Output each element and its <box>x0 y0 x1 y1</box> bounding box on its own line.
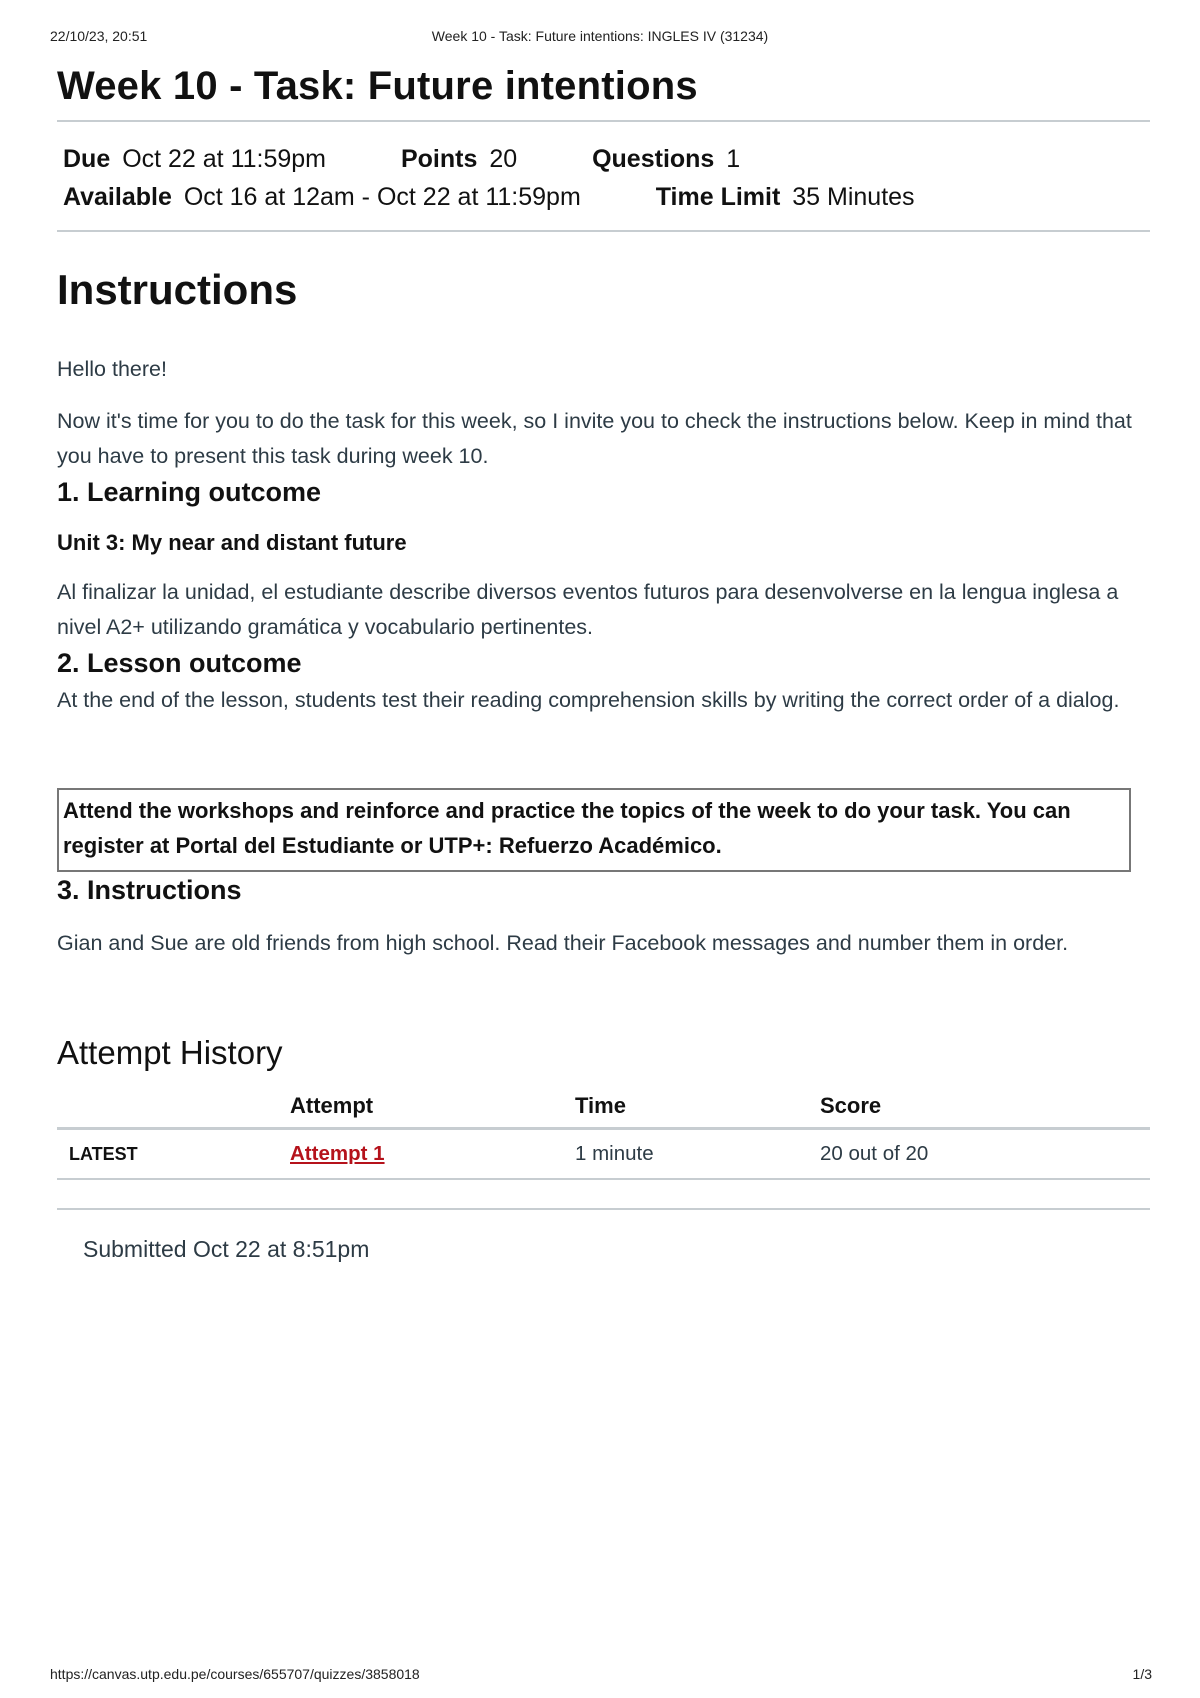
submitted-timestamp: Submitted Oct 22 at 8:51pm <box>83 1236 370 1262</box>
questions-count: Questions 1 <box>592 145 741 173</box>
learning-outcome-heading: 1. Learning outcome <box>57 477 322 507</box>
attempt-history-heading: Attempt History <box>57 1034 283 1071</box>
attempt-time: 1 minute <box>575 1129 820 1180</box>
print-header <box>0 28 1200 48</box>
instructions-heading: Instructions <box>57 266 298 313</box>
greeting-text: Hello there! <box>57 357 167 381</box>
latest-label: LATEST <box>57 1129 290 1180</box>
instructions-section-heading: 3. Instructions <box>57 875 242 905</box>
print-page-number: 1/3 <box>1132 1666 1152 1682</box>
table-row <box>57 1129 1150 1180</box>
column-header <box>57 1091 290 1129</box>
print-page-title: Week 10 - Task: Future intentions: INGLES IV (31234) <box>431 28 769 44</box>
attempt-1-link[interactable]: Attempt 1 <box>290 1142 385 1165</box>
quiz-content <box>57 56 1150 1263</box>
divider <box>57 230 1150 232</box>
divider <box>57 1208 1150 1210</box>
table-header-row <box>57 1091 1150 1129</box>
availability: Available Oct 16 at 12am - Oct 22 at 11:59pm <box>63 183 581 211</box>
print-url: https://canvas.utp.edu.pe/courses/655707/quizzes/3858018 <box>50 1666 420 1682</box>
column-header-score: Score <box>820 1091 1150 1129</box>
attempt-history-table <box>57 1091 1150 1180</box>
column-header-time: Time <box>575 1091 820 1129</box>
print-datetime: 22/10/23, 20:51 <box>50 28 148 44</box>
workshop-callout: Attend the workshops and reinforce and practice the topics of the week to do your task. You can register at Portal del Estudiante or UTP+: Refuerzo Académico. <box>57 788 1131 872</box>
intro-text: Now it's time for you to do the task for this week, so I invite you to check the instructions below. Keep in mind that you have to present this task during week 10. <box>57 409 1132 468</box>
attempt-score: 20 out of 20 <box>820 1129 1150 1180</box>
instructions-text: Gian and Sue are old friends from high school. Read their Facebook messages and number them in order. <box>57 931 1069 955</box>
quiz-meta <box>57 122 1150 230</box>
attempt-cell <box>290 1129 575 1180</box>
points: Points 20 <box>400 145 518 173</box>
time-limit: Time Limit 35 Minutes <box>655 183 915 211</box>
lesson-outcome-heading: 2. Lesson outcome <box>57 648 302 678</box>
lesson-outcome-text: At the end of the lesson, students test their reading comprehension skills by writing the correct order of a dialog. <box>57 688 1120 712</box>
unit-title: Unit 3: My near and distant future <box>57 530 407 555</box>
due-date: Due Oct 22 at 11:59pm <box>63 145 327 173</box>
learning-outcome-text: Al finalizar la unidad, el estudiante describe diversos eventos futuros para desenvolverse en la lengua inglesa a nivel A2+ utilizando gramática y vocabulario pertinentes. <box>57 580 1119 639</box>
page-title: Week 10 - Task: Future intentions <box>57 64 698 108</box>
column-header-attempt: Attempt <box>290 1091 575 1129</box>
